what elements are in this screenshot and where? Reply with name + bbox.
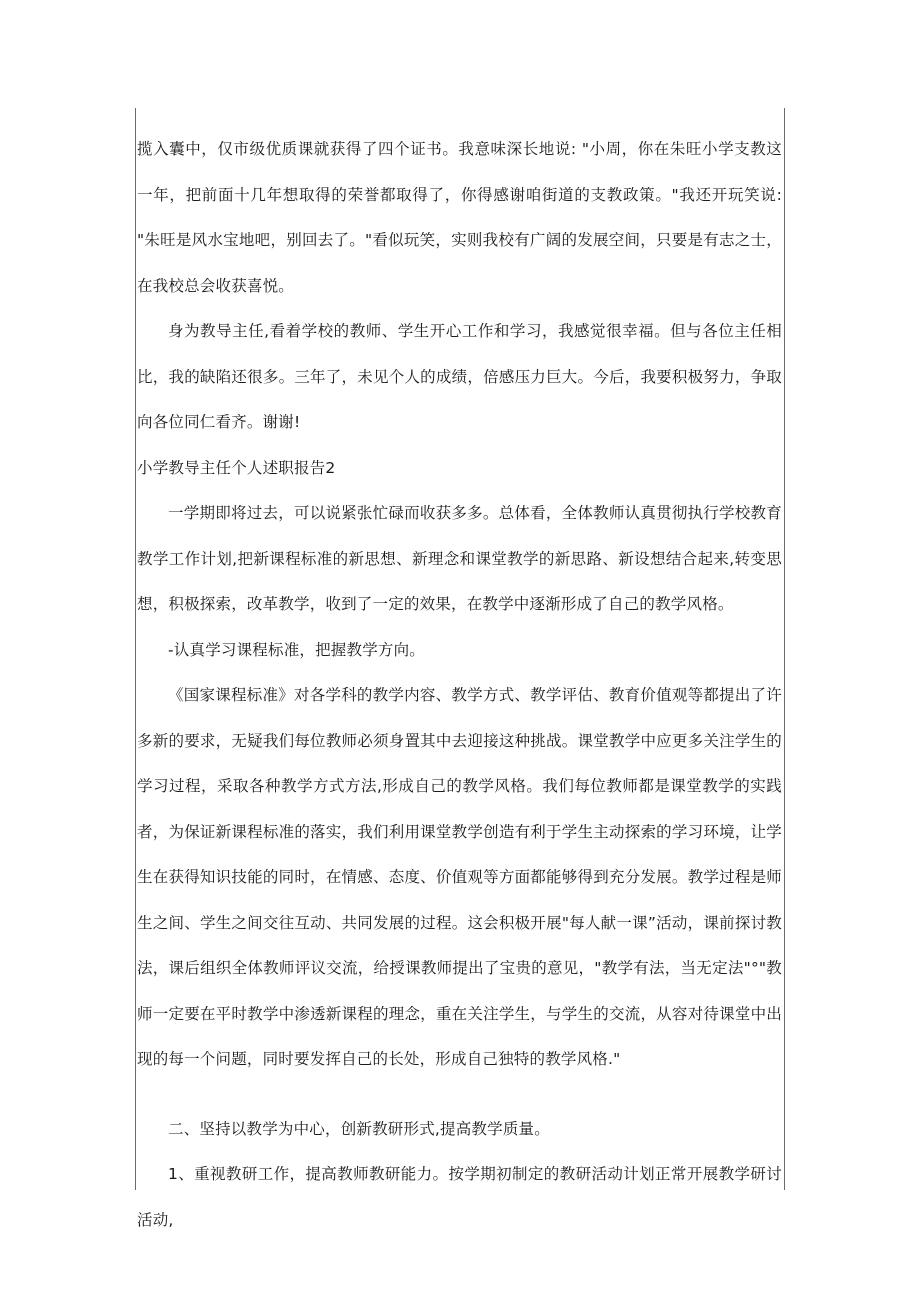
subheading-teaching-center: 二、坚持以教学为中心，创新教研形式,提高教学质量。 (168, 1119, 550, 1138)
section-title: 小学教导主任个人述职报告2 (137, 458, 336, 477)
right-margin-line (784, 108, 785, 1190)
paragraph-semester-summary: 一学期即将过去，可以说紧张忙碌而收获多多。总体看，全体教师认真贯彻执行学校教育教学工作计划,把新课程标准的新思想、新理念和课堂教学的新思路、新设想结合起来,转变思想，积极探索，改革教学，收到了一定的效果，在教学中逐渐形成了自己的教学风格。 (137, 504, 782, 613)
subheading-curriculum-standards: -认真学习课程标准，把握教学方向。 (168, 640, 425, 659)
paragraph-closing-remarks: 身为教导主任,看着学校的教师、学生开心工作和学习，我感觉很幸福。但与各位主任相比，我的缺陷还很多。三年了，未见个人的成绩，倍感压力巨大。今后，我要积极努力，争取向各位同仁看齐。谢谢! (137, 322, 782, 431)
document-body (137, 127, 782, 1243)
paragraph-teaching-research: 1、重视教研工作，提高教师教研能力。按学期初制定的教研活动计划正常开展教学研讨活动, (137, 1165, 782, 1229)
left-margin-line (135, 108, 136, 1190)
spacer (137, 1083, 782, 1107)
paragraph-national-curriculum: 《国家课程标准》对各学科的教学内容、教学方式、教学评估、教育价值观等都提出了许多新的要求，无疑我们每位教师必须身置其中去迎接这种挑战。课堂教学中应更多关注学生的学习过程，采取各种教学方式方法,形成自己的教学风格。我们每位教师都是课堂教学的实践者，为保证新课程标准的落实，我们利用课堂教学创造有利于学生主动探索的学习环境，让学生在获得知识技能的同时，在情感、态度、价值观等方面都能够得到充分发展。教学过程是师生之间、学生之间交往互动、共同发展的过程。这会积极开展"每人献一课”活动，课前探讨教法，课后组织全体教师评议交流，给授课教师提出了宝贵的意见，"教学有法，当无定法"°"教师一定要在平时教学中渗透新课程的理念，重在关注学生，与学生的交流，从容对待课堂中出现的每一个问题，同时要发挥自己的长处，形成自己独特的教学风格." (137, 686, 782, 1068)
paragraph-continuation: 揽入囊中，仅市级优质课就获得了四个证书。我意味深长地说: "小周，你在朱旺小学支教这一年，把前面十几年想取得的荣誉都取得了，你得感谢咱街道的支教政策。"我还开玩笑说: "朱旺是风水宝地吧，别回去了。"看似玩笑，实则我校有广阔的发展空间，只要是有志之士，在我校总会收获喜悦。 (137, 140, 782, 295)
